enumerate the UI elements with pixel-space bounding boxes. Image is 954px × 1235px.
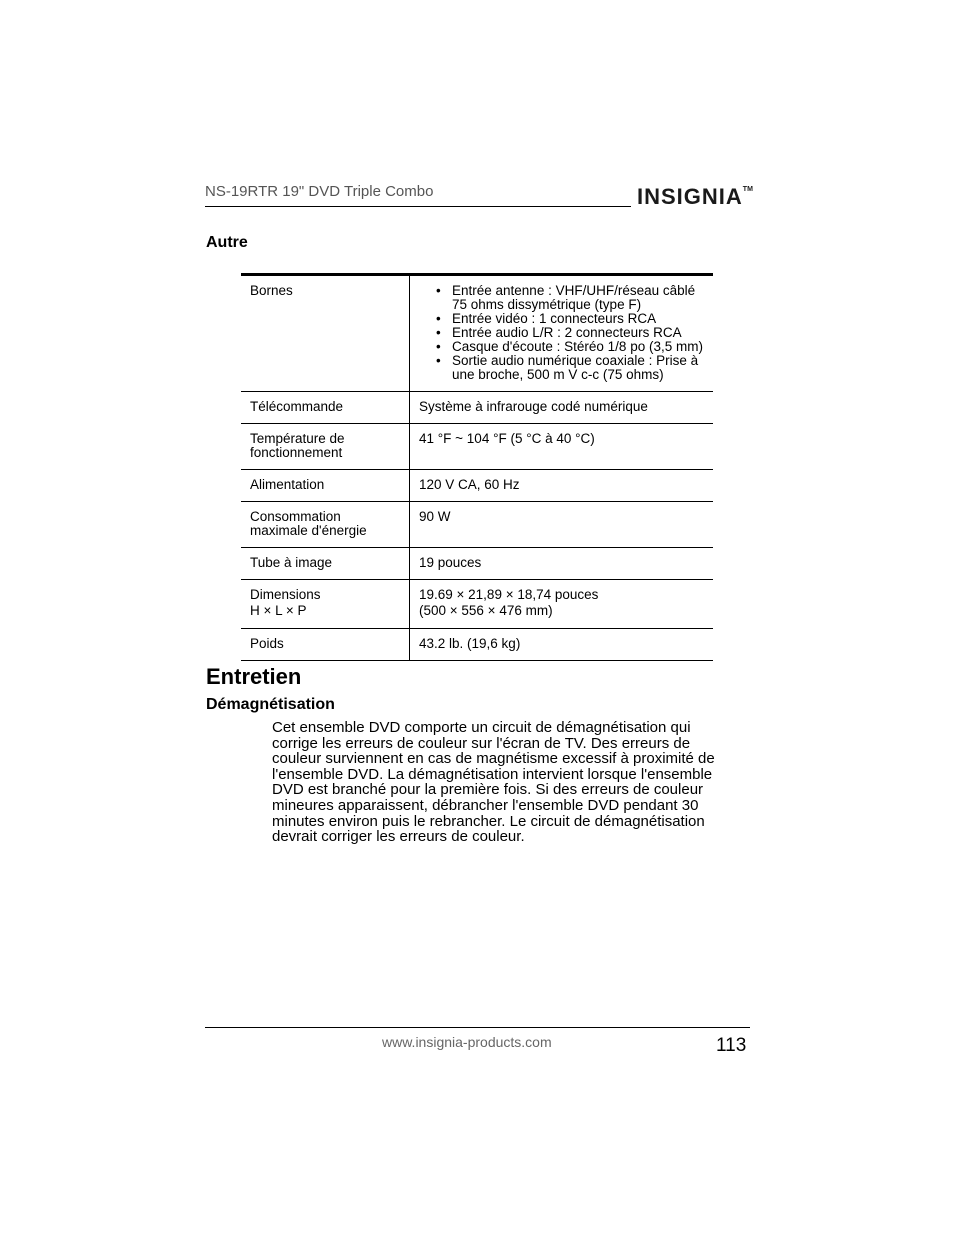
document-title: NS-19RTR 19" DVD Triple Combo [205,183,434,200]
spec-label: Bornes [241,275,410,392]
spec-value: Système à infrarouge codé numérique [410,392,714,424]
spec-value: 19 pouces [410,548,714,580]
table-row [241,470,713,502]
specs-table [241,273,713,661]
spec-label [241,580,410,629]
page-number: 113 [716,1035,747,1056]
website-url: www.insignia-products.com [382,1034,552,1050]
list-item: • Entrée vidéo : 1 connecteurs RCA [452,312,705,326]
subsection-heading-demagnetisation: Démagnétisation [206,696,335,713]
label-line: H × L × P [250,603,307,618]
table-row [241,629,713,661]
spec-label: Tube à image [241,548,410,580]
table-row [241,275,713,392]
spec-value: 90 W [410,502,714,548]
spec-label [241,424,410,470]
value-line: (500 × 556 × 476 mm) [419,603,553,618]
value-line: 19.69 × 21,89 × 18,74 pouces [419,587,599,602]
spec-value: 41 °F ~ 104 °F (5 °C à 40 °C) [410,424,714,470]
list-item: • Entrée antenne : VHF/UHF/réseau câblé 75 ohms dissymétrique (type F) [452,284,705,312]
spec-label: Alimentation [241,470,410,502]
label-line: maximale d'énergie [250,523,367,538]
logo-wordmark: INSIGNIA [637,184,743,209]
footer-divider [205,1027,750,1028]
label-line: Consommation [250,509,341,524]
spec-value: 120 V CA, 60 Hz [410,470,714,502]
table-row [241,392,713,424]
table-row [241,502,713,548]
spec-label [241,502,410,548]
section-heading-autre: Autre [206,234,248,251]
header-divider [205,206,631,207]
label-line: Température de [250,431,345,446]
logo-trademark: TM [742,186,753,193]
demagnetisation-paragraph: Cet ensemble DVD comporte un circuit de démagnétisation qui corrige les erreurs de couleur sur l'écran de TV. Des erreurs de couleur surviennent en cas de magnétisme excessif à proximité de l'ensemble DVD. La démagnétisation intervient lorsque l'ensemble DVD est branché pour la première fois. Si des erreurs de couleur mineures apparaissent, débrancher l'ensemble DVD pendant 30 minutes environ puis le rebrancher. Le circuit de démagnétisation devrait corriger les erreurs de couleur. [272,719,715,846]
spec-label: Poids [241,629,410,661]
spec-value [410,275,714,392]
label-line: Dimensions [250,587,321,602]
table-row [241,548,713,580]
list-item: • Sortie audio numérique coaxiale : Prise à une broche, 500 m V c-c (75 ohms) [452,354,705,382]
table-row [241,424,713,470]
list-item: • Casque d'écoute : Stéréo 1/8 po (3,5 mm) [452,340,705,354]
insignia-logo [637,184,753,210]
label-line: fonctionnement [250,445,343,460]
list-item: • Entrée audio L/R : 2 connecteurs RCA [452,326,705,340]
table-row [241,580,713,629]
spec-value [410,580,714,629]
spec-value: 43.2 lb. (19,6 kg) [410,629,714,661]
spec-label: Télécommande [241,392,410,424]
section-heading-entretien: Entretien [206,664,302,689]
connector-list [419,284,705,382]
